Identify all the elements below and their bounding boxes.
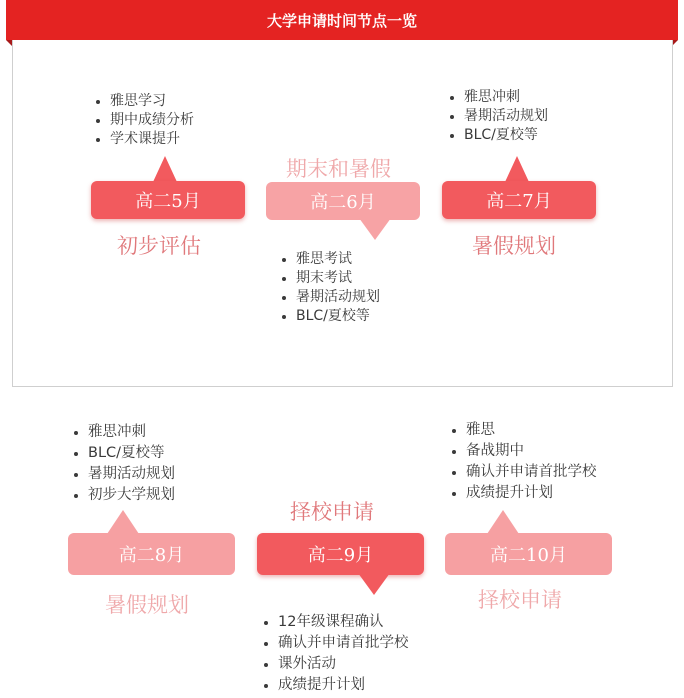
month-box-june xyxy=(266,182,420,220)
pointer-down-september xyxy=(358,573,390,595)
pointer-up-august xyxy=(107,510,139,534)
month-label: 高二9月 xyxy=(307,545,374,566)
phase-label-august: 暑假规划 xyxy=(105,593,189,617)
month-box-august xyxy=(68,533,235,575)
task-list-may xyxy=(94,92,194,149)
phase-label-july: 暑假规划 xyxy=(472,234,556,258)
task-item: BLC/夏校等 xyxy=(448,126,548,145)
task-item: 期末考试 xyxy=(280,269,380,288)
month-label: 高二7月 xyxy=(486,191,552,212)
phase-label-october: 择校申请 xyxy=(478,588,562,612)
banner-title: 大学申请时间节点一览 xyxy=(266,11,417,30)
task-item: 暑期活动规划 xyxy=(280,288,380,307)
page-banner xyxy=(6,0,678,40)
task-item: 雅思冲刺 xyxy=(448,88,548,107)
task-item: 备战期中 xyxy=(450,441,597,462)
task-item: 期中成绩分析 xyxy=(94,111,194,130)
task-item: 12年级课程确认 xyxy=(262,612,409,633)
task-item: 暑期活动规划 xyxy=(448,107,548,126)
pointer-up-october xyxy=(487,510,519,534)
phase-label-may: 初步评估 xyxy=(117,234,201,258)
task-item: 雅思考试 xyxy=(280,250,380,269)
phase-label-september: 择校申请 xyxy=(290,500,374,524)
task-item: 初步大学规划 xyxy=(72,485,175,506)
task-item: 确认并申请首批学校 xyxy=(262,633,409,654)
pointer-up-july xyxy=(505,156,529,182)
task-list-october xyxy=(450,420,597,504)
task-item: 学术课提升 xyxy=(94,130,194,149)
month-label: 高二8月 xyxy=(118,545,185,566)
task-list-june xyxy=(280,250,380,326)
task-item: BLC/夏校等 xyxy=(72,443,175,464)
task-list-august xyxy=(72,422,175,506)
task-item: BLC/夏校等 xyxy=(280,307,380,326)
task-item: 课外活动 xyxy=(262,654,409,675)
month-label: 高二10月 xyxy=(490,545,567,566)
month-label: 高二6月 xyxy=(310,192,376,213)
month-box-september xyxy=(257,533,424,575)
task-list-july xyxy=(448,88,548,145)
pointer-up-may xyxy=(153,156,177,182)
task-item: 确认并申请首批学校 xyxy=(450,462,597,483)
task-item: 雅思冲刺 xyxy=(72,422,175,443)
task-item: 雅思学习 xyxy=(94,92,194,111)
pointer-down-june xyxy=(359,218,391,240)
phase-label-june: 期末和暑假 xyxy=(286,157,391,181)
month-box-may xyxy=(91,181,245,219)
task-list-september xyxy=(262,612,409,696)
task-item: 成绩提升计划 xyxy=(262,675,409,696)
task-item: 暑期活动规划 xyxy=(72,464,175,485)
task-item: 成绩提升计划 xyxy=(450,483,597,504)
month-label: 高二5月 xyxy=(135,191,201,212)
month-box-july xyxy=(442,181,596,219)
task-item: 雅思 xyxy=(450,420,597,441)
month-box-october xyxy=(445,533,612,575)
